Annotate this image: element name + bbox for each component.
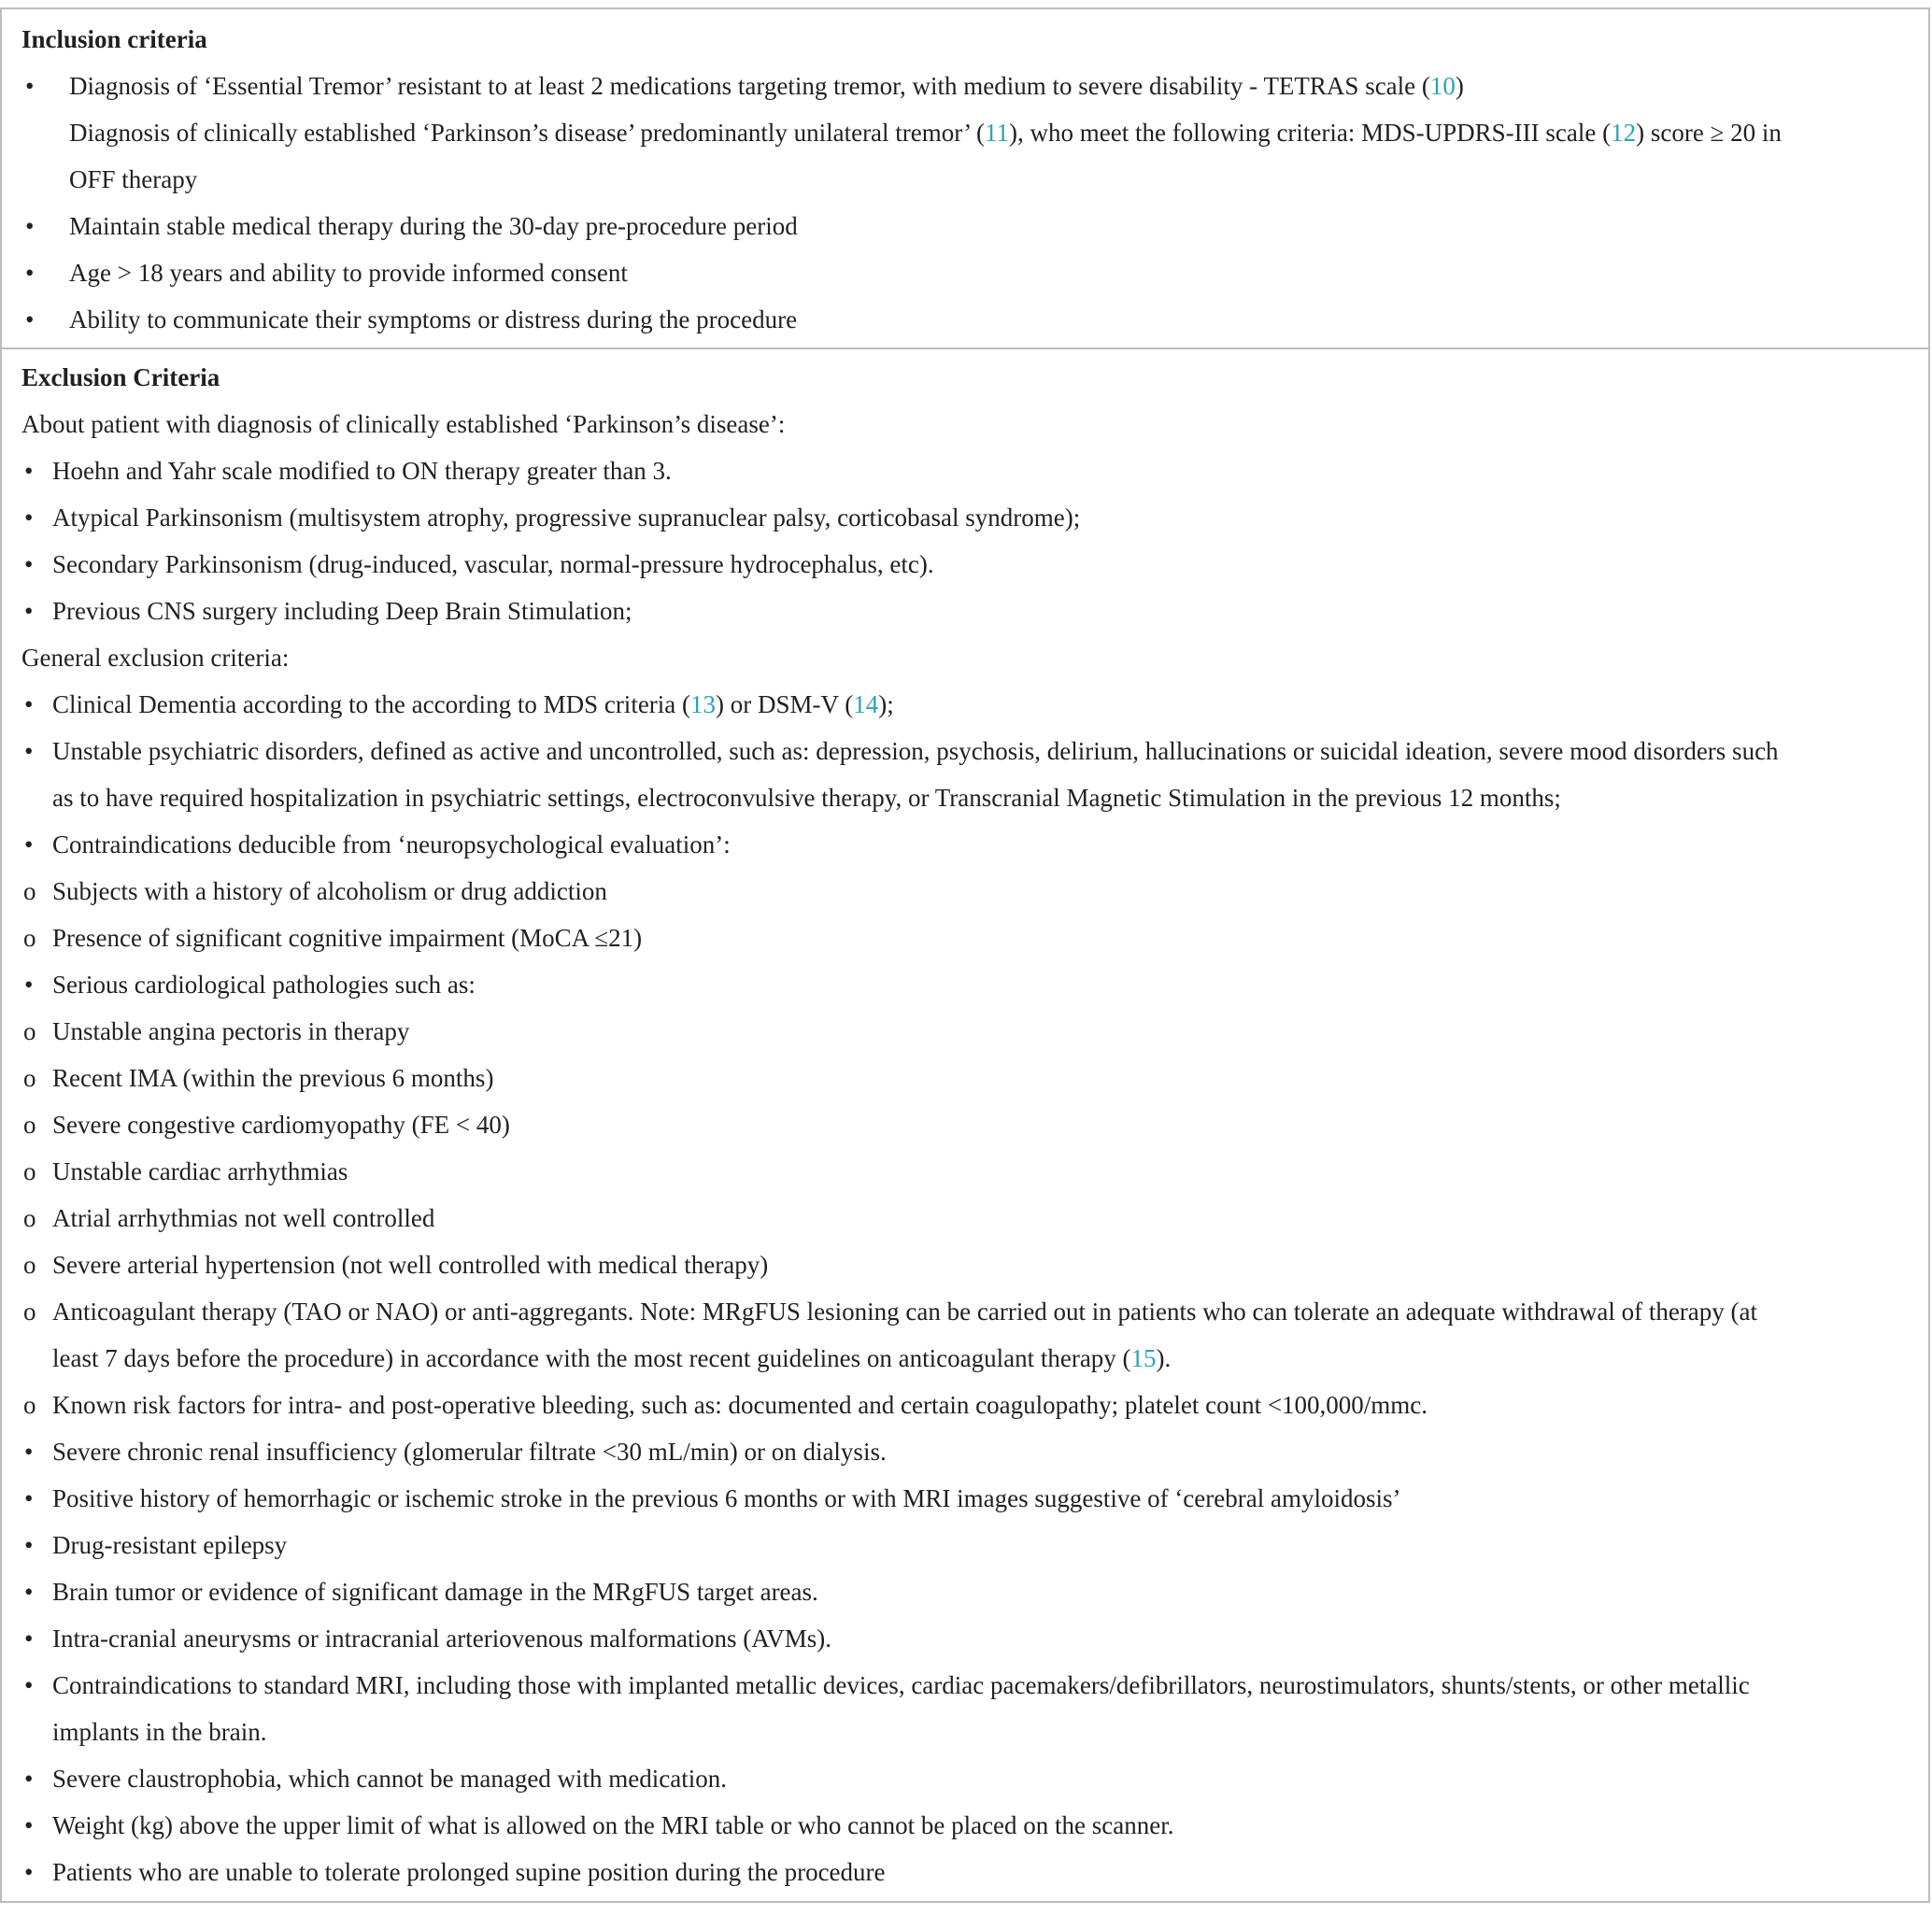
bullet-icon: • — [24, 1858, 34, 1886]
list-item-continuation: OFF therapy — [69, 165, 198, 193]
bullet-icon: • — [24, 971, 34, 999]
circle-bullet-icon: o — [23, 1298, 36, 1326]
bullet-icon: • — [24, 597, 34, 625]
pd-intro: About patient with diagnosis of clinically established ‘Parkinson’s disease’: — [21, 410, 786, 438]
sub-list-item: o Severe arterial hypertension (not well controlled with medical therapy) — [21, 1241, 1910, 1288]
bullet-icon: • — [24, 457, 34, 485]
sub-list-item: o Subjects with a history of alcoholism or drug addiction — [21, 868, 1910, 915]
list-item: • Age > 18 years and ability to provide informed consent — [21, 249, 1910, 296]
list-item: • Hoehn and Yahr scale modified to ON therapy greater than 3. — [21, 447, 1910, 494]
circle-bullet-icon: o — [23, 1017, 36, 1045]
bullet-icon: • — [24, 830, 34, 858]
bullet-icon: • — [24, 1578, 34, 1606]
circle-bullet-icon: o — [23, 1251, 36, 1279]
bullet-icon: • — [24, 1765, 34, 1793]
sub-list-item: o Unstable angina pectoris in therapy — [21, 1008, 1910, 1055]
bullet-icon: • — [25, 305, 35, 333]
list-item: • Contraindications to standard MRI, including those with implanted metallic devices, cardiac pacemakers/defibrillators, neurostimulators, shunts/stents, or other metallic — [21, 1662, 1910, 1709]
reference-link[interactable]: 12 — [1611, 119, 1637, 147]
list-item: • Clinical Dementia according to the according to MDS criteria (13) or DSM-V (14); — [21, 681, 1910, 728]
list-item: • Serious cardiological pathologies such as: — [21, 961, 1910, 1008]
reference-link[interactable]: 13 — [690, 690, 717, 718]
list-item: • Severe chronic renal insufficiency (glomerular filtrate <30 mL/min) or on dialysis. — [21, 1428, 1910, 1475]
list-item: • Secondary Parkinsonism (drug-induced, vascular, normal-pressure hydrocephalus, etc). — [21, 541, 1910, 588]
circle-bullet-icon: o — [23, 1157, 36, 1185]
sub-list-item: o Recent IMA (within the previous 6 months) — [21, 1055, 1910, 1101]
circle-bullet-icon: o — [23, 1111, 36, 1139]
exclusion-heading: Exclusion Criteria — [21, 363, 220, 391]
reference-link[interactable]: 11 — [985, 119, 1009, 147]
reference-link[interactable]: 15 — [1130, 1344, 1157, 1372]
reference-link[interactable]: 10 — [1429, 72, 1456, 100]
list-item: • Intra-cranial aneurysms or intracranial arteriovenous malformations (AVMs). — [21, 1615, 1910, 1662]
bullet-icon: • — [24, 1811, 34, 1839]
bullet-icon: • — [24, 1531, 34, 1559]
list-item-continuation: implants in the brain. — [52, 1718, 267, 1746]
list-item: • Previous CNS surgery including Deep Brain Stimulation; — [21, 588, 1910, 634]
list-item-continuation: as to have required hospitalization in psychiatric settings, electroconvulsive therapy, or Transcranial Magnetic Stimulation in the previous 12 months; — [52, 784, 1561, 812]
sub-list-item: o Known risk factors for intra- and post-operative bleeding, such as: documented and certain coagulopathy; platelet count <100,000/mmc. — [21, 1382, 1910, 1428]
inclusion-heading: Inclusion criteria — [21, 25, 207, 53]
reference-link[interactable]: 14 — [853, 690, 879, 718]
bullet-icon: • — [25, 72, 35, 100]
criteria-table — [0, 7, 1930, 1903]
list-item-continuation: least 7 days before the procedure) in accordance with the most recent guidelines on anticoagulant therapy (15). — [52, 1344, 1172, 1372]
general-intro: General exclusion criteria: — [21, 644, 290, 672]
sub-list-item: o Atrial arrhythmias not well controlled — [21, 1195, 1910, 1241]
bullet-icon: • — [24, 504, 34, 532]
list-item: • Ability to communicate their symptoms or distress during the procedure — [21, 296, 1910, 343]
circle-bullet-icon: o — [23, 924, 36, 952]
list-item: • Brain tumor or evidence of significant damage in the MRgFUS target areas. — [21, 1568, 1910, 1615]
exclusion-section — [2, 348, 1928, 1901]
list-item: • Severe claustrophobia, which cannot be managed with medication. — [21, 1755, 1910, 1802]
bullet-icon: • — [24, 1484, 34, 1512]
circle-bullet-icon: o — [23, 1391, 36, 1419]
circle-bullet-icon: o — [23, 877, 36, 905]
bullet-icon: • — [24, 1671, 34, 1699]
bullet-icon: • — [25, 212, 35, 240]
list-item: • Maintain stable medical therapy during the 30-day pre-procedure period — [21, 203, 1910, 249]
sub-list-item: o Anticoagulant therapy (TAO or NAO) or anti-aggregants. Note: MRgFUS lesioning can be carried out in patients who can tolerate an adequate withdrawal of therapy (at — [21, 1288, 1910, 1335]
circle-bullet-icon: o — [23, 1204, 36, 1232]
sub-list-item: o Unstable cardiac arrhythmias — [21, 1148, 1910, 1195]
inclusion-section — [2, 9, 1928, 348]
list-item: • Unstable psychiatric disorders, defined as active and uncontrolled, such as: depression, psychosis, delirium, hallucinations or suicidal ideation, severe mood disorders such — [21, 728, 1910, 774]
sub-list-item: o Presence of significant cognitive impairment (MoCA ≤21) — [21, 915, 1910, 961]
bullet-icon: • — [24, 690, 34, 718]
list-item: • Weight (kg) above the upper limit of what is allowed on the MRI table or who cannot be placed on the scanner. — [21, 1802, 1910, 1849]
list-item: • Drug-resistant epilepsy — [21, 1522, 1910, 1568]
sub-list-item: o Severe congestive cardiomyopathy (FE < 40) — [21, 1101, 1910, 1148]
list-item: • Atypical Parkinsonism (multisystem atrophy, progressive supranuclear palsy, corticobasal syndrome); — [21, 494, 1910, 541]
bullet-icon: • — [24, 550, 34, 578]
bullet-icon: • — [24, 1624, 34, 1653]
list-item: • Positive history of hemorrhagic or ischemic stroke in the previous 6 months or with MRI images suggestive of ‘cerebral amyloidosis’ — [21, 1475, 1910, 1522]
list-item: • Diagnosis of ‘Essential Tremor’ resistant to at least 2 medications targeting tremor, with medium to severe disability - TETRAS scale (10) — [21, 63, 1910, 109]
list-item: • Contraindications deducible from ‘neuropsychological evaluation’: — [21, 821, 1910, 868]
bullet-icon: • — [24, 737, 34, 765]
bullet-icon: • — [24, 1438, 34, 1466]
bullet-icon: • — [25, 259, 35, 287]
circle-bullet-icon: o — [23, 1064, 36, 1092]
list-item: • Patients who are unable to tolerate prolonged supine position during the procedure — [21, 1849, 1910, 1895]
list-item-continuation: Diagnosis of clinically established ‘Parkinson’s disease’ predominantly unilateral tremor’ (11), who meet the following criteria: MDS-UPDRS-III scale (12) score ≥ 20 in — [69, 119, 1782, 147]
